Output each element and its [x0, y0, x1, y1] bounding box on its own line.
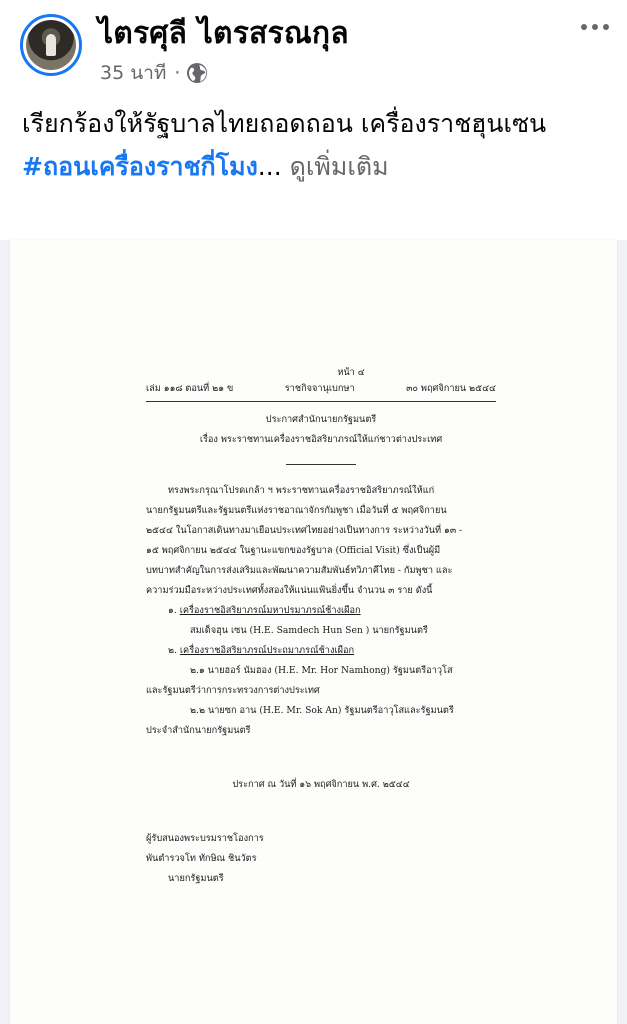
doc-page-number: หน้า ๔ — [337, 367, 365, 378]
document-page — [10, 240, 617, 1024]
doc-short-divider — [286, 464, 356, 465]
doc-gazette: ราชกิจจานุเบกษา — [284, 383, 355, 394]
document-content — [146, 365, 496, 889]
doc-item-2 — [146, 641, 496, 661]
more-horizontal-icon — [592, 24, 598, 30]
doc-item-2-2: ๒.๒ นายซก อาน (H.E. Mr. Sok An) รัฐมนตรีอาวุโสและรัฐมนตรี — [190, 705, 454, 716]
post-meta — [100, 58, 208, 88]
doc-signatory-role: ผู้รับสนองพระบรมราชโองการ — [146, 833, 264, 844]
post-time[interactable]: 35 นาที — [100, 62, 167, 84]
doc-item-1-name: สมเด็จฮุน เซน (H.E. Samdech Hun Sen ) นายกรัฐมนตรี — [190, 625, 428, 636]
meta-separator: · — [174, 62, 181, 84]
doc-signatory-name: พันตำรวจโท ทักษิณ ชินวัตร — [146, 853, 257, 864]
doc-para-line: ๑๕ พฤศจิกายน ๒๕๔๔ ในฐานะแขกของรัฐบาล (Official Visit) ซึ่งเป็นผู้มี — [146, 545, 441, 556]
doc-item-1-title: เครื่องราชอิสริยาภรณ์มหาปรมาภรณ์ช้างเผือก — [179, 605, 361, 616]
ellipsis: ... — [257, 152, 282, 181]
doc-announcement-date: ประกาศ ณ วันที่ ๑๖ พฤศจิกายน พ.ศ. ๒๕๔๔ — [232, 779, 410, 790]
post-header — [0, 0, 627, 90]
doc-date: ๓๐ พฤศจิกายน ๒๕๔๔ — [406, 383, 496, 394]
globe-icon[interactable] — [186, 62, 208, 84]
doc-para-line: ความร่วมมือระหว่างประเทศทั้งสองให้แน่นแฟ้นยิ่งขึ้น จำนวน ๓ ราย ดังนี้ — [146, 585, 433, 596]
post-body: เรียกร้องให้รัฐบาลไทยถอดถอน เครื่องราชฮุนเซน — [22, 109, 547, 138]
author-name[interactable]: ไตรศุลี ไตรสรณกุล — [98, 16, 349, 51]
doc-subject: เรื่อง พระราชทานเครื่องราชอิสริยาภรณ์ให้แก่ชาวต่างประเทศ — [199, 434, 443, 445]
doc-item-2-2-cont: ประจำสำนักนายกรัฐมนตรี — [146, 725, 251, 736]
post-image[interactable] — [0, 240, 627, 1024]
doc-item-2-number: ๒. — [168, 645, 177, 656]
avatar-photo — [26, 20, 76, 70]
post-text — [22, 105, 612, 186]
more-horizontal-icon — [581, 24, 587, 30]
doc-volume: เล่ม ๑๑๘ ตอนที่ ๒๑ ข — [146, 383, 234, 394]
doc-divider — [146, 401, 496, 402]
doc-item-1-number: ๑. — [168, 605, 177, 616]
doc-para-line: บทบาทสำคัญในการส่งเสริมและพัฒนาความสัมพันธ์ทวิภาคีไทย - กัมพูชา และ — [146, 565, 453, 576]
doc-signatory-title: นายกรัฐมนตรี — [168, 873, 224, 884]
more-options-button[interactable] — [577, 12, 613, 42]
doc-item-2-title: เครื่องราชอิสริยาภรณ์ประถมาภรณ์ช้างเผือก — [179, 645, 355, 656]
see-more-link[interactable]: ดูเพิ่มเติม — [289, 152, 389, 181]
doc-item-1 — [146, 601, 496, 621]
doc-reference-line — [146, 381, 496, 397]
doc-item-2-1-cont: และรัฐมนตรีว่าการกระทรวงการต่างประเทศ — [146, 685, 320, 696]
avatar-figure — [46, 34, 56, 56]
doc-title: ประกาศสำนักนายกรัฐมนตรี — [265, 414, 377, 425]
avatar[interactable] — [20, 14, 82, 76]
doc-para-line: ๒๕๔๔ ในโอกาสเดินทางมาเยือนประเทศไทยอย่างเป็นทางการ ระหว่างวันที่ ๑๓ - — [146, 525, 463, 536]
hashtag-line — [22, 148, 612, 186]
hashtag-link[interactable]: #ถอนเครื่องราชกี่โมง — [22, 152, 258, 181]
doc-item-2-1: ๒.๑ นายฮอร์ นัมฮอง (H.E. Mr. Hor Namhong) รัฐมนตรีอาวุโส — [190, 665, 453, 676]
doc-para-line: ทรงพระกรุณาโปรดเกล้า ฯ พระราชทานเครื่องราชอิสริยาภรณ์ให้แก่ — [168, 485, 435, 496]
more-horizontal-icon — [603, 24, 609, 30]
doc-para-line: นายกรัฐมนตรีและรัฐมนตรีแห่งราชอาณาจักรกัมพูชา เมื่อวันที่ ๕ พฤศจิกายน — [146, 505, 447, 516]
